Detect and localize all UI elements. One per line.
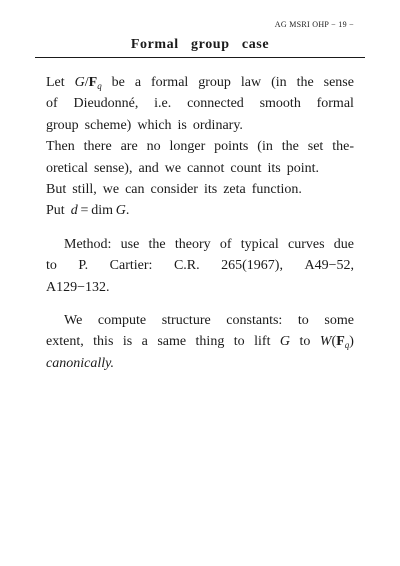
- text-line: [46, 255, 354, 276]
- text-line: [46, 115, 354, 136]
- word: use: [120, 236, 140, 252]
- paragraph-spacer: [46, 222, 354, 234]
- word: set: [307, 139, 324, 155]
- word: 265(1967),: [221, 258, 283, 274]
- word: to: [297, 312, 309, 328]
- text-line: [46, 277, 354, 298]
- word: compute: [97, 312, 147, 328]
- word: this: [93, 334, 114, 350]
- word: But: [46, 181, 67, 197]
- word: due: [333, 236, 354, 252]
- word: canonically.: [46, 355, 115, 371]
- word: group: [198, 75, 231, 90]
- word: We: [64, 312, 83, 328]
- word: we: [102, 181, 120, 197]
- word: zeta: [223, 181, 246, 197]
- text-line: [46, 353, 354, 374]
- word: is: [122, 334, 133, 350]
- word: (in: [271, 75, 287, 90]
- word: constants:: [226, 312, 283, 328]
- word: cannot: [187, 160, 225, 176]
- text-line: [46, 200, 354, 221]
- word: function.: [251, 181, 302, 197]
- paragraph-2: [46, 234, 354, 298]
- word: the: [281, 139, 299, 155]
- math-formula: $W(F_q)$: [319, 334, 354, 351]
- word: Let: [46, 75, 65, 90]
- word: to: [46, 258, 57, 274]
- word: of: [46, 96, 58, 112]
- word: P.: [78, 258, 89, 274]
- text-line: [46, 234, 354, 255]
- word: same: [157, 334, 187, 350]
- paragraph-1: [46, 72, 354, 222]
- word: A49−52,: [304, 258, 354, 274]
- word: to: [233, 334, 245, 350]
- word: connected: [187, 96, 244, 112]
- text-line: [46, 93, 354, 114]
- word: scheme): [84, 117, 132, 133]
- word: to: [299, 334, 311, 350]
- word: count: [230, 160, 262, 176]
- word: thing: [195, 334, 225, 350]
- word: smooth: [259, 96, 301, 112]
- word: C.R.: [173, 258, 200, 274]
- word: are: [120, 139, 138, 155]
- word: its: [267, 160, 281, 176]
- word: theory: [174, 236, 211, 252]
- word: i.e.: [154, 96, 172, 112]
- word: point.: [286, 160, 319, 176]
- text-line: [46, 136, 354, 157]
- word: oretical: [46, 160, 88, 176]
- word: still,: [72, 181, 97, 197]
- word: Method:: [64, 236, 112, 252]
- word: formal: [316, 96, 354, 112]
- word: and: [138, 160, 159, 176]
- word: a: [141, 334, 148, 350]
- word: typical: [240, 236, 279, 252]
- text-line: [46, 310, 354, 331]
- word: Put: [46, 203, 65, 219]
- word: (in: [257, 139, 273, 155]
- word: a: [134, 75, 142, 90]
- slide-title: Formal group case: [130, 37, 270, 52]
- word: Cartier:: [109, 258, 153, 274]
- paragraph-spacer: [46, 298, 354, 310]
- word: sense: [323, 75, 354, 90]
- word: structure: [161, 312, 211, 328]
- text-line: [46, 158, 354, 179]
- word: points: [214, 139, 249, 155]
- word: Dieudonné,: [73, 96, 139, 112]
- word: the: [296, 75, 314, 90]
- title-underline: [35, 57, 365, 58]
- word: Then: [46, 139, 75, 155]
- word: its: [203, 181, 218, 197]
- word: sense),: [93, 160, 133, 176]
- page-header: AG MSRI OHP − 19 −: [274, 20, 354, 29]
- word: no: [146, 139, 161, 155]
- word: the: [148, 236, 166, 252]
- word: A129−132.: [46, 279, 110, 295]
- word: some: [324, 312, 354, 328]
- word: the-: [332, 139, 354, 155]
- word: lift: [254, 334, 271, 350]
- word: consider: [150, 181, 198, 197]
- word: law: [240, 75, 262, 90]
- word: can: [125, 181, 145, 197]
- math-formula: d = dim G.: [70, 203, 130, 219]
- word: formal: [150, 75, 189, 90]
- slide-body: [46, 72, 354, 374]
- math-formula: $G/F_q$: [74, 75, 102, 91]
- word: extent,: [46, 334, 84, 350]
- word: we: [164, 160, 182, 176]
- word: group: [46, 117, 79, 133]
- text-line: [46, 179, 354, 200]
- word: which: [137, 117, 172, 133]
- paragraph-3: [46, 310, 354, 374]
- word: longer: [169, 139, 206, 155]
- word: curves: [288, 236, 325, 252]
- word: of: [219, 236, 232, 252]
- word: G: [279, 334, 291, 350]
- text-line: [46, 331, 354, 352]
- word: there: [83, 139, 112, 155]
- word: is: [177, 117, 187, 133]
- word: ordinary.: [192, 117, 243, 133]
- word: be: [111, 75, 125, 90]
- text-line: [46, 72, 354, 93]
